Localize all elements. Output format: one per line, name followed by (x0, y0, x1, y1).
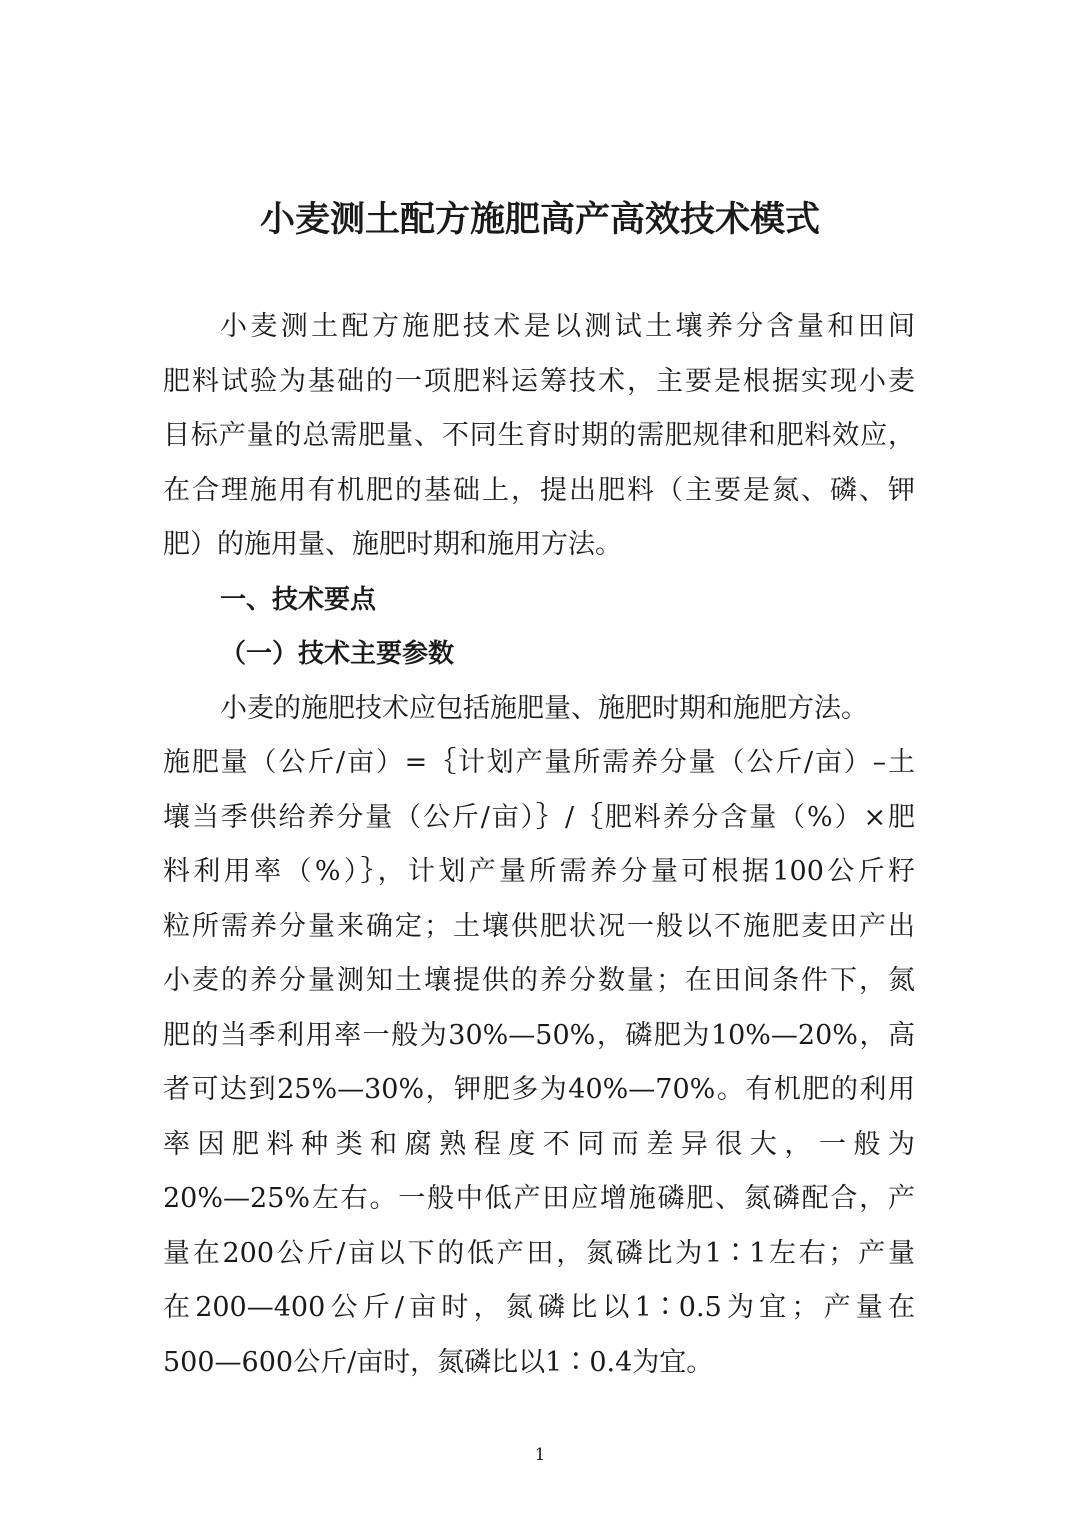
document-title: 小麦测土配方施肥高产高效技术模式 (259, 200, 820, 240)
body-line-2: 施肥量（公斤/亩）=｛计划产量所需养分量（公斤/亩）–土 (163, 747, 915, 778)
section-heading: 一、技术要点 (220, 585, 377, 615)
subsection-heading: （一）技术主要参数 (220, 639, 455, 669)
body-line-4: 料利用率（%）｝，计划产量所需养分量可根据100公斤籽 (163, 856, 915, 887)
body-line-12: 在200—400公斤/亩时，氮磷比以1∶0.5为宜；产量在 (163, 1292, 915, 1323)
body-line-1: 小麦的施肥技术应包括施肥量、施肥时期和施肥方法。 (220, 693, 868, 724)
body-line-11: 量在200公斤/亩以下的低产田，氮磷比为1∶1左右；产量 (163, 1238, 915, 1269)
body-line-13: 500—600公斤/亩时，氮磷比以1∶0.4为宜。 (163, 1347, 714, 1378)
page-number: 1 (534, 1445, 546, 1465)
body-line-10: 20%—25%左右。一般中低产田应增施磷肥、氮磷配合，产 (163, 1183, 915, 1214)
body-line-6: 小麦的养分量测知土壤提供的养分数量；在田间条件下，氮 (163, 965, 915, 996)
intro-line-1: 小麦测土配方施肥技术是以测试土壤养分含量和田间 (220, 311, 915, 342)
intro-line-3: 目标产量的总需肥量、不同生育时期的需肥规律和肥料效应， (163, 420, 915, 451)
body-line-8: 者可达到25%—30%，钾肥多为40%—70%。有机肥的利用 (163, 1074, 915, 1105)
body-line-3: 壤当季供给养分量（公斤/亩）｝/｛肥料养分含量（%）×肥 (163, 802, 915, 833)
body-line-5: 粒所需养分量来确定；土壤供肥状况一般以不施肥麦田产出 (163, 911, 915, 942)
intro-line-4: 在合理施用有机肥的基础上，提出肥料（主要是氮、磷、钾 (163, 475, 915, 506)
body-line-9: 率因肥料种类和腐熟程度不同而差异很大，一般为 (163, 1129, 915, 1160)
intro-line-5: 肥）的施用量、施肥时期和施用方法。 (163, 529, 622, 560)
intro-line-2: 肥料试验为基础的一项肥料运筹技术，主要是根据实现小麦 (163, 366, 915, 397)
body-line-7: 肥的当季利用率一般为30%—50%，磷肥为10%—20%，高 (163, 1020, 915, 1051)
